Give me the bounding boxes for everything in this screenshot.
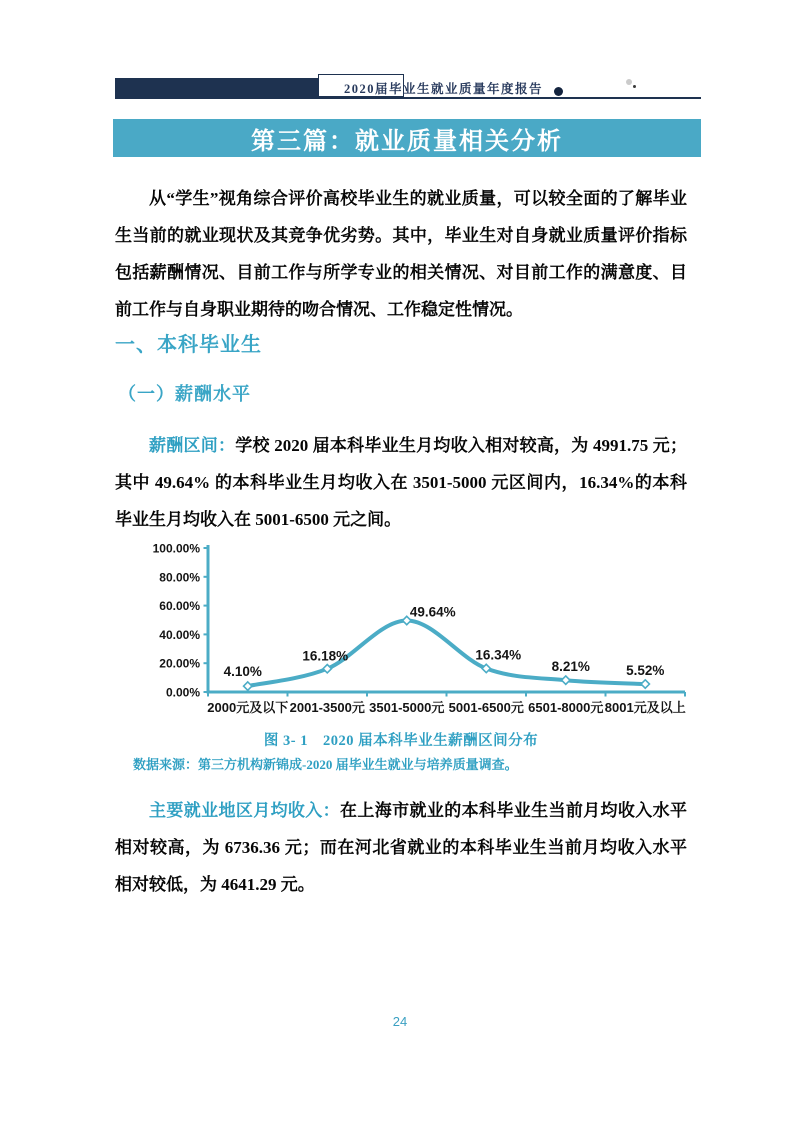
subsection-heading-salary-level: （一）薪酬水平	[118, 384, 251, 404]
svg-text:20.00%: 20.00%	[159, 656, 200, 671]
svg-text:16.18%: 16.18%	[302, 648, 349, 664]
svg-text:2001-3500元: 2001-3500元	[289, 700, 365, 715]
svg-text:6501-8000元: 6501-8000元	[528, 700, 604, 715]
salary-distribution-line-chart	[115, 543, 700, 728]
salary-distribution-chart	[115, 543, 700, 728]
salary-range-paragraph	[115, 427, 687, 538]
region-income-lead: 主要就业地区月均收入：	[149, 801, 341, 820]
header-accent-bar	[115, 78, 318, 97]
page-number: 24	[392, 1014, 408, 1029]
svg-text:16.34%: 16.34%	[475, 647, 522, 663]
svg-text:4.10%: 4.10%	[223, 664, 262, 680]
svg-text:5001-6500元: 5001-6500元	[448, 700, 524, 715]
svg-text:49.64%: 49.64%	[409, 604, 456, 620]
salary-range-text: 学校 2020 届本科毕业生月均收入相对较高，为 4991.75 元；其中 49.64% 的本科毕业生月均收入在 3501-5000 元区间内，16.34%的本科毕业生月均收入在 5001-6500 元之间。	[115, 436, 688, 529]
svg-text:60.00%: 60.00%	[159, 599, 200, 614]
chapter-banner	[113, 119, 701, 157]
svg-text:2000元及以下: 2000元及以下	[207, 700, 289, 715]
svg-text:8001元及以上: 8001元及以上	[604, 700, 686, 715]
running-header-title: 2020届毕业生就业质量年度报告	[344, 82, 544, 96]
svg-text:80.00%: 80.00%	[159, 570, 200, 585]
svg-text:5.52%: 5.52%	[626, 663, 665, 679]
figure-caption: 图 3- 1 2020 届本科毕业生薪酬区间分布	[263, 733, 539, 749]
chapter-title: 第三篇：就业质量相关分析	[251, 127, 563, 155]
smudge-mark-icon	[626, 79, 632, 85]
svg-text:0.00%: 0.00%	[165, 685, 200, 700]
svg-text:8.21%: 8.21%	[551, 659, 590, 675]
region-income-text: 在上海市就业的本科毕业生当前月均收入水平相对较高，为 6736.36 元；而在河北省就业的本科毕业生当前月均收入水平相对较低，为 4641.29 元。	[115, 801, 688, 894]
region-income-paragraph	[115, 792, 687, 903]
header-rule	[115, 97, 701, 99]
svg-text:100.00%: 100.00%	[152, 543, 200, 556]
intro-paragraph: 从“学生”视角综合评价高校毕业生的就业质量，可以较全面的了解毕业生当前的就业现状及其竞争优劣势。其中，毕业生对自身就业质量评价指标包括薪酬情况、目前工作与所学专业的相关情况、对目前工作的满意度、目前工作与自身职业期待的吻合情况、工作稳定性情况。	[115, 189, 687, 319]
smudge-dot-icon	[633, 85, 636, 88]
section-heading-undergraduates: 一、本科毕业生	[115, 334, 262, 356]
salary-range-lead: 薪酬区间：	[149, 436, 236, 455]
svg-text:3501-5000元: 3501-5000元	[369, 700, 445, 715]
svg-text:40.00%: 40.00%	[159, 627, 200, 642]
bullet-dot-icon	[554, 87, 563, 96]
data-source-note: 数据来源：第三方机构新锦成-2020 届毕业生就业与培养质量调查。	[133, 757, 518, 772]
